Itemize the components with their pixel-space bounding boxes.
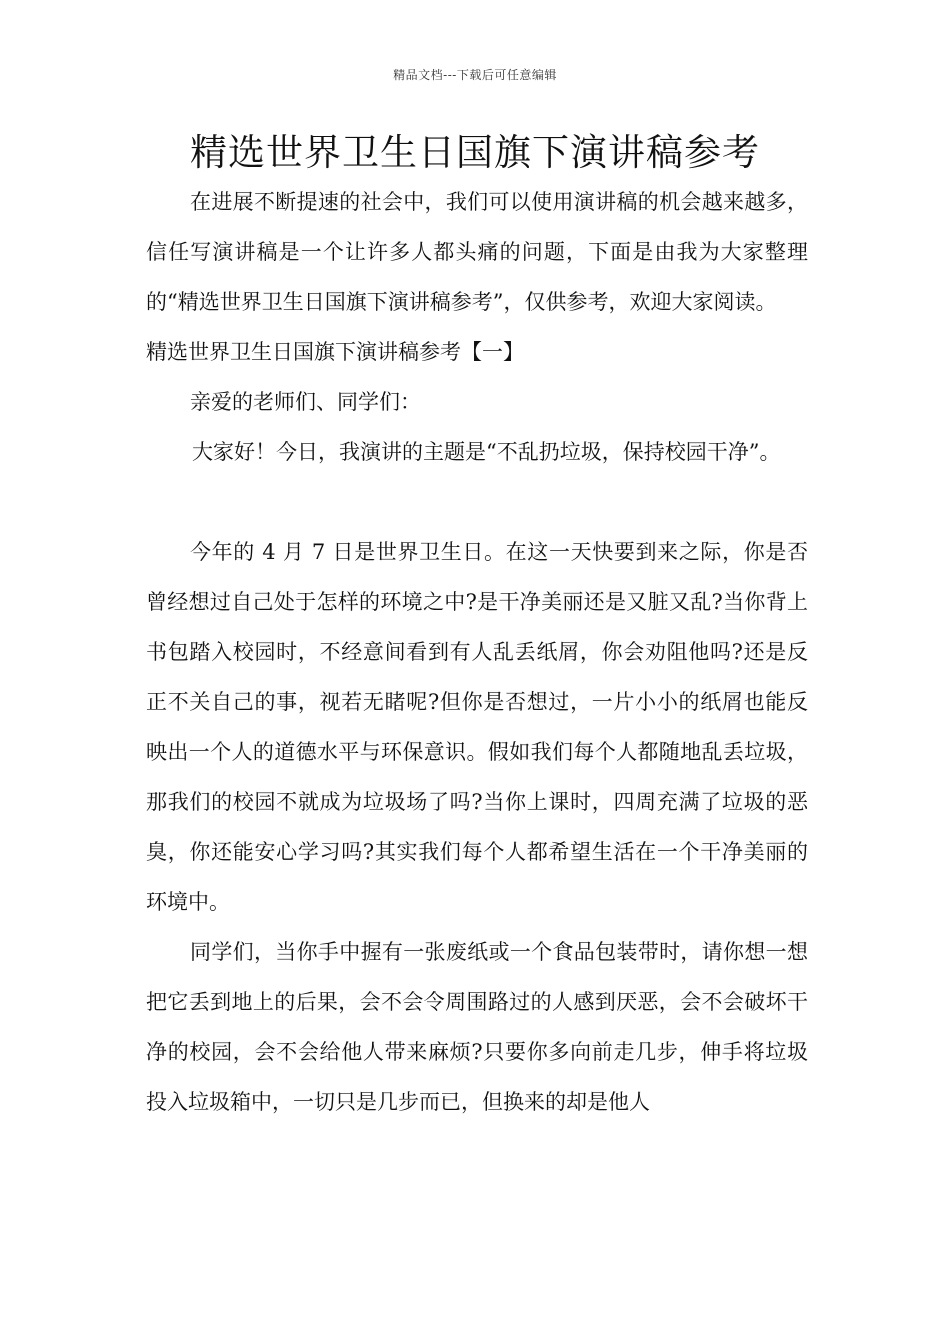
opening-paragraph: 大家好！今日，我演讲的主题是“不乱扔垃圾，保持校园干净”。: [192, 440, 781, 464]
document-body: [146, 177, 808, 1127]
body-paragraph: 同学们，当你手中握有一张废纸或一个食品包装带时，请你想一想把它丢到地上的后果，会不会令周围路过的人感到厌恶，会不会破坏干净的校园，会不会给他人带来麻烦?只要你多向前走几步，伸手将垃圾投入垃圾箱中，一切只是几步而已，但换来的却是他人: [146, 940, 808, 1114]
blank-line: [146, 477, 808, 527]
document-title: 精选世界卫生日国旗下演讲稿参考: [190, 131, 760, 174]
body-paragraph: 今年的 4 月 7 日是世界卫生日。在这一天快要到来之际，你是否曾经想过自己处于怎样的环境之中?是干净美丽还是又脏又乱?当你背上书包踏入校园时，不经意间看到有人乱丢纸屑，你会劝阻他吗?还是反正不关自己的事，视若无睹呢?但你是否想过，一片小小的纸屑也能反映出一个人的道德水平与环保意识。假如我们每个人都随地乱丢垃圾，那我们的校园不就成为垃圾场了吗?当你上课时，四周充满了垃圾的恶臭，你还能安心学习吗?其实我们每个人都希望生活在一个干净美丽的环境中。: [146, 540, 808, 914]
intro-paragraph: 在进展不断提速的社会中，我们可以使用演讲稿的机会越来越多，信任写演讲稿是一个让许多人都头痛的问题，下面是由我为大家整理的“精选世界卫生日国旗下演讲稿参考”，仅供参考，欢迎大家阅读。: [146, 190, 808, 314]
section-heading: 精选世界卫生日国旗下演讲稿参考【一】: [146, 340, 524, 364]
header-note: 精品文档---下载后可任意编辑: [393, 68, 557, 82]
greeting-paragraph: 亲爱的老师们、同学们：: [190, 390, 421, 414]
